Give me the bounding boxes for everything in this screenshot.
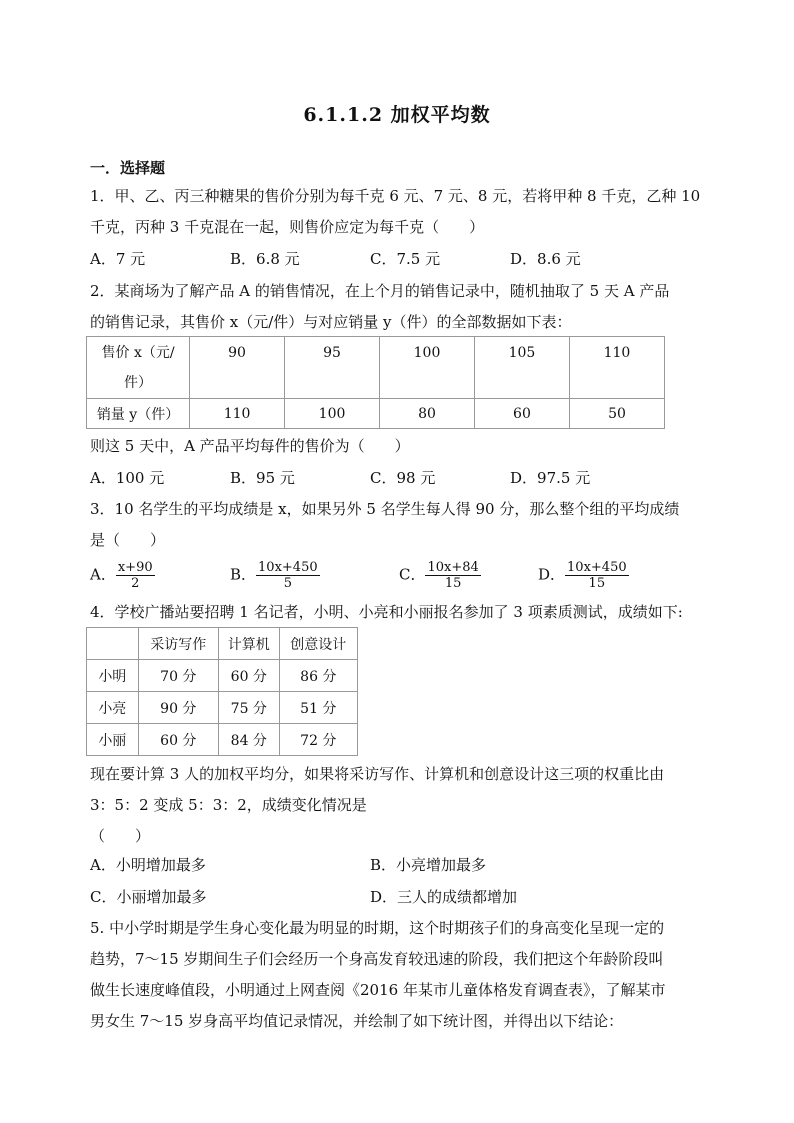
price-sales-table [86,336,665,429]
question-4-option-c: C．小丽增加最多 [90,888,207,906]
table-cell: 72 分 [279,724,357,756]
question-1-line-1: 1．甲、乙、丙三种糖果的售价分别为每千克 6 元、7 元、8 元，若将甲种 8 千克，乙种 10 [90,187,701,205]
page-title: 6.1.1.2 加权平均数 [303,104,491,126]
table-row [87,724,358,756]
table-cell: 小亮 [87,692,139,724]
question-4-option-a: A．小明增加最多 [90,856,206,874]
question-2-option-b: B．95 元 [230,469,295,487]
table-header-cell: 创意设计 [279,628,357,660]
table-cell: 86 分 [279,660,357,692]
fraction [425,560,480,591]
question-1-option-c: C．7.5 元 [370,250,441,268]
table-cell: 小丽 [87,724,139,756]
table-cell: 84 分 [219,724,280,756]
question-2-line-3: 则这 5 天中，A 产品平均每件的售价为（ ） [90,437,410,455]
question-4-line-4: （ ） [90,827,151,845]
fraction-numerator: 10x+450 [258,560,318,575]
score-table [86,627,358,756]
question-1-option-b: B．6.8 元 [230,250,300,268]
table-cell: 110 [569,337,664,399]
table-cell: 60 分 [219,660,280,692]
fraction-denominator: 15 [444,576,462,591]
table-row [87,660,358,692]
table-cell: 90 分 [138,692,218,724]
question-3-option-d [538,560,629,591]
table-cell: 110 [190,399,285,429]
question-3-line-2: 是（ ） [90,531,166,549]
question-1-option-a: A．7 元 [90,250,146,268]
table-cell: 105 [474,337,569,399]
fraction-numerator: x+90 [117,560,153,575]
question-1-line-2: 千克，丙种 3 千克混在一起，则售价应定为每千克（ ） [90,218,485,236]
question-2-line-2: 的销售记录，其售价 x（元/件）与对应销量 y（件）的全部数据如下表： [90,313,572,331]
table-header-cell [87,337,190,399]
question-1-option-d: D．8.6 元 [510,250,581,268]
question-2-option-a: A．100 元 [90,469,165,487]
option-label: D． [538,565,566,584]
table-cell: 90 [190,337,285,399]
question-4-option-d: D．三人的成绩都增加 [370,888,518,906]
table-row [87,399,665,429]
question-4-option-b: B．小亮增加最多 [370,856,487,874]
question-5-line-3: 做生长速度峰值段，小明通过上网查阅《2016 年某市儿童体格发育调查表》，了解某市 [90,981,666,999]
question-4-line-3: 3：5：2 变成 5：3：2，成绩变化情况是 [90,796,367,814]
question-2-line-1: 2．某商场为了解产品 A 的销售情况，在上个月的销售记录中，随机抽取了 5 天 A 产品 [90,282,670,300]
price-header-part-2: 件） [124,374,153,391]
option-label: B． [230,565,257,584]
table-cell: 50 [569,399,664,429]
question-3-option-b [230,560,320,591]
question-5-line-2: 趋势，7～15 岁期间生子们会经历一个身高发育较迅速的阶段，我们把这个年龄阶段叫 [90,950,664,968]
table-header-cell: 销量 y（件） [87,399,190,429]
question-3-option-a [90,560,155,591]
table-row [87,692,358,724]
option-label: A． [90,565,116,584]
price-header-part-1: 售价 x（元/ [101,344,175,361]
fraction-denominator: 2 [131,576,140,591]
fraction-denominator: 5 [283,576,292,591]
question-5-line-4: 男女生 7～15 岁身高平均值记录情况，并绘制了如下统计图，并得出以下结论： [90,1012,624,1030]
question-4-line-2: 现在要计算 3 人的加权平均分，如果将采访写作、计算机和创意设计这三项的权重比由 [90,765,665,783]
table-cell: 70 分 [138,660,218,692]
fraction-denominator: 15 [588,576,606,591]
table-cell: 100 [285,399,380,429]
question-2-option-d: D．97.5 元 [510,469,591,487]
table-header-cell: 计算机 [219,628,280,660]
question-3-line-1: 3．10 名学生的平均成绩是 x，如果另外 5 名学生每人得 90 分，那么整个组的平均成绩 [90,500,680,518]
option-label: C． [399,565,426,584]
table-cell: 95 [285,337,380,399]
question-3-option-c [399,560,481,591]
fraction-numerator: 10x+84 [427,560,479,575]
table-cell: 小明 [87,660,139,692]
question-2-option-c: C．98 元 [370,469,436,487]
question-5-line-1: 5. 中小学时期是学生身心变化最为明显的时期，这个时期孩子们的身高变化呈现一定的 [90,919,665,937]
table-cell: 60 分 [138,724,218,756]
table-cell: 100 [380,337,475,399]
question-4-line-1: 4．学校广播站要招聘 1 名记者，小明、小亮和小丽报名参加了 3 项素质测试，成绩如下: [90,603,683,621]
table-row [87,628,358,660]
table-cell: 75 分 [219,692,280,724]
table-cell: 60 [474,399,569,429]
table-row [87,337,665,399]
fraction [116,560,155,591]
table-cell: 80 [380,399,475,429]
table-header-cell [87,628,139,660]
table-header-cell: 采访写作 [138,628,218,660]
table-cell: 51 分 [279,692,357,724]
fraction [565,560,629,591]
fraction-numerator: 10x+450 [567,560,627,575]
fraction [256,560,320,591]
section-heading: 一．选择题 [90,159,166,177]
